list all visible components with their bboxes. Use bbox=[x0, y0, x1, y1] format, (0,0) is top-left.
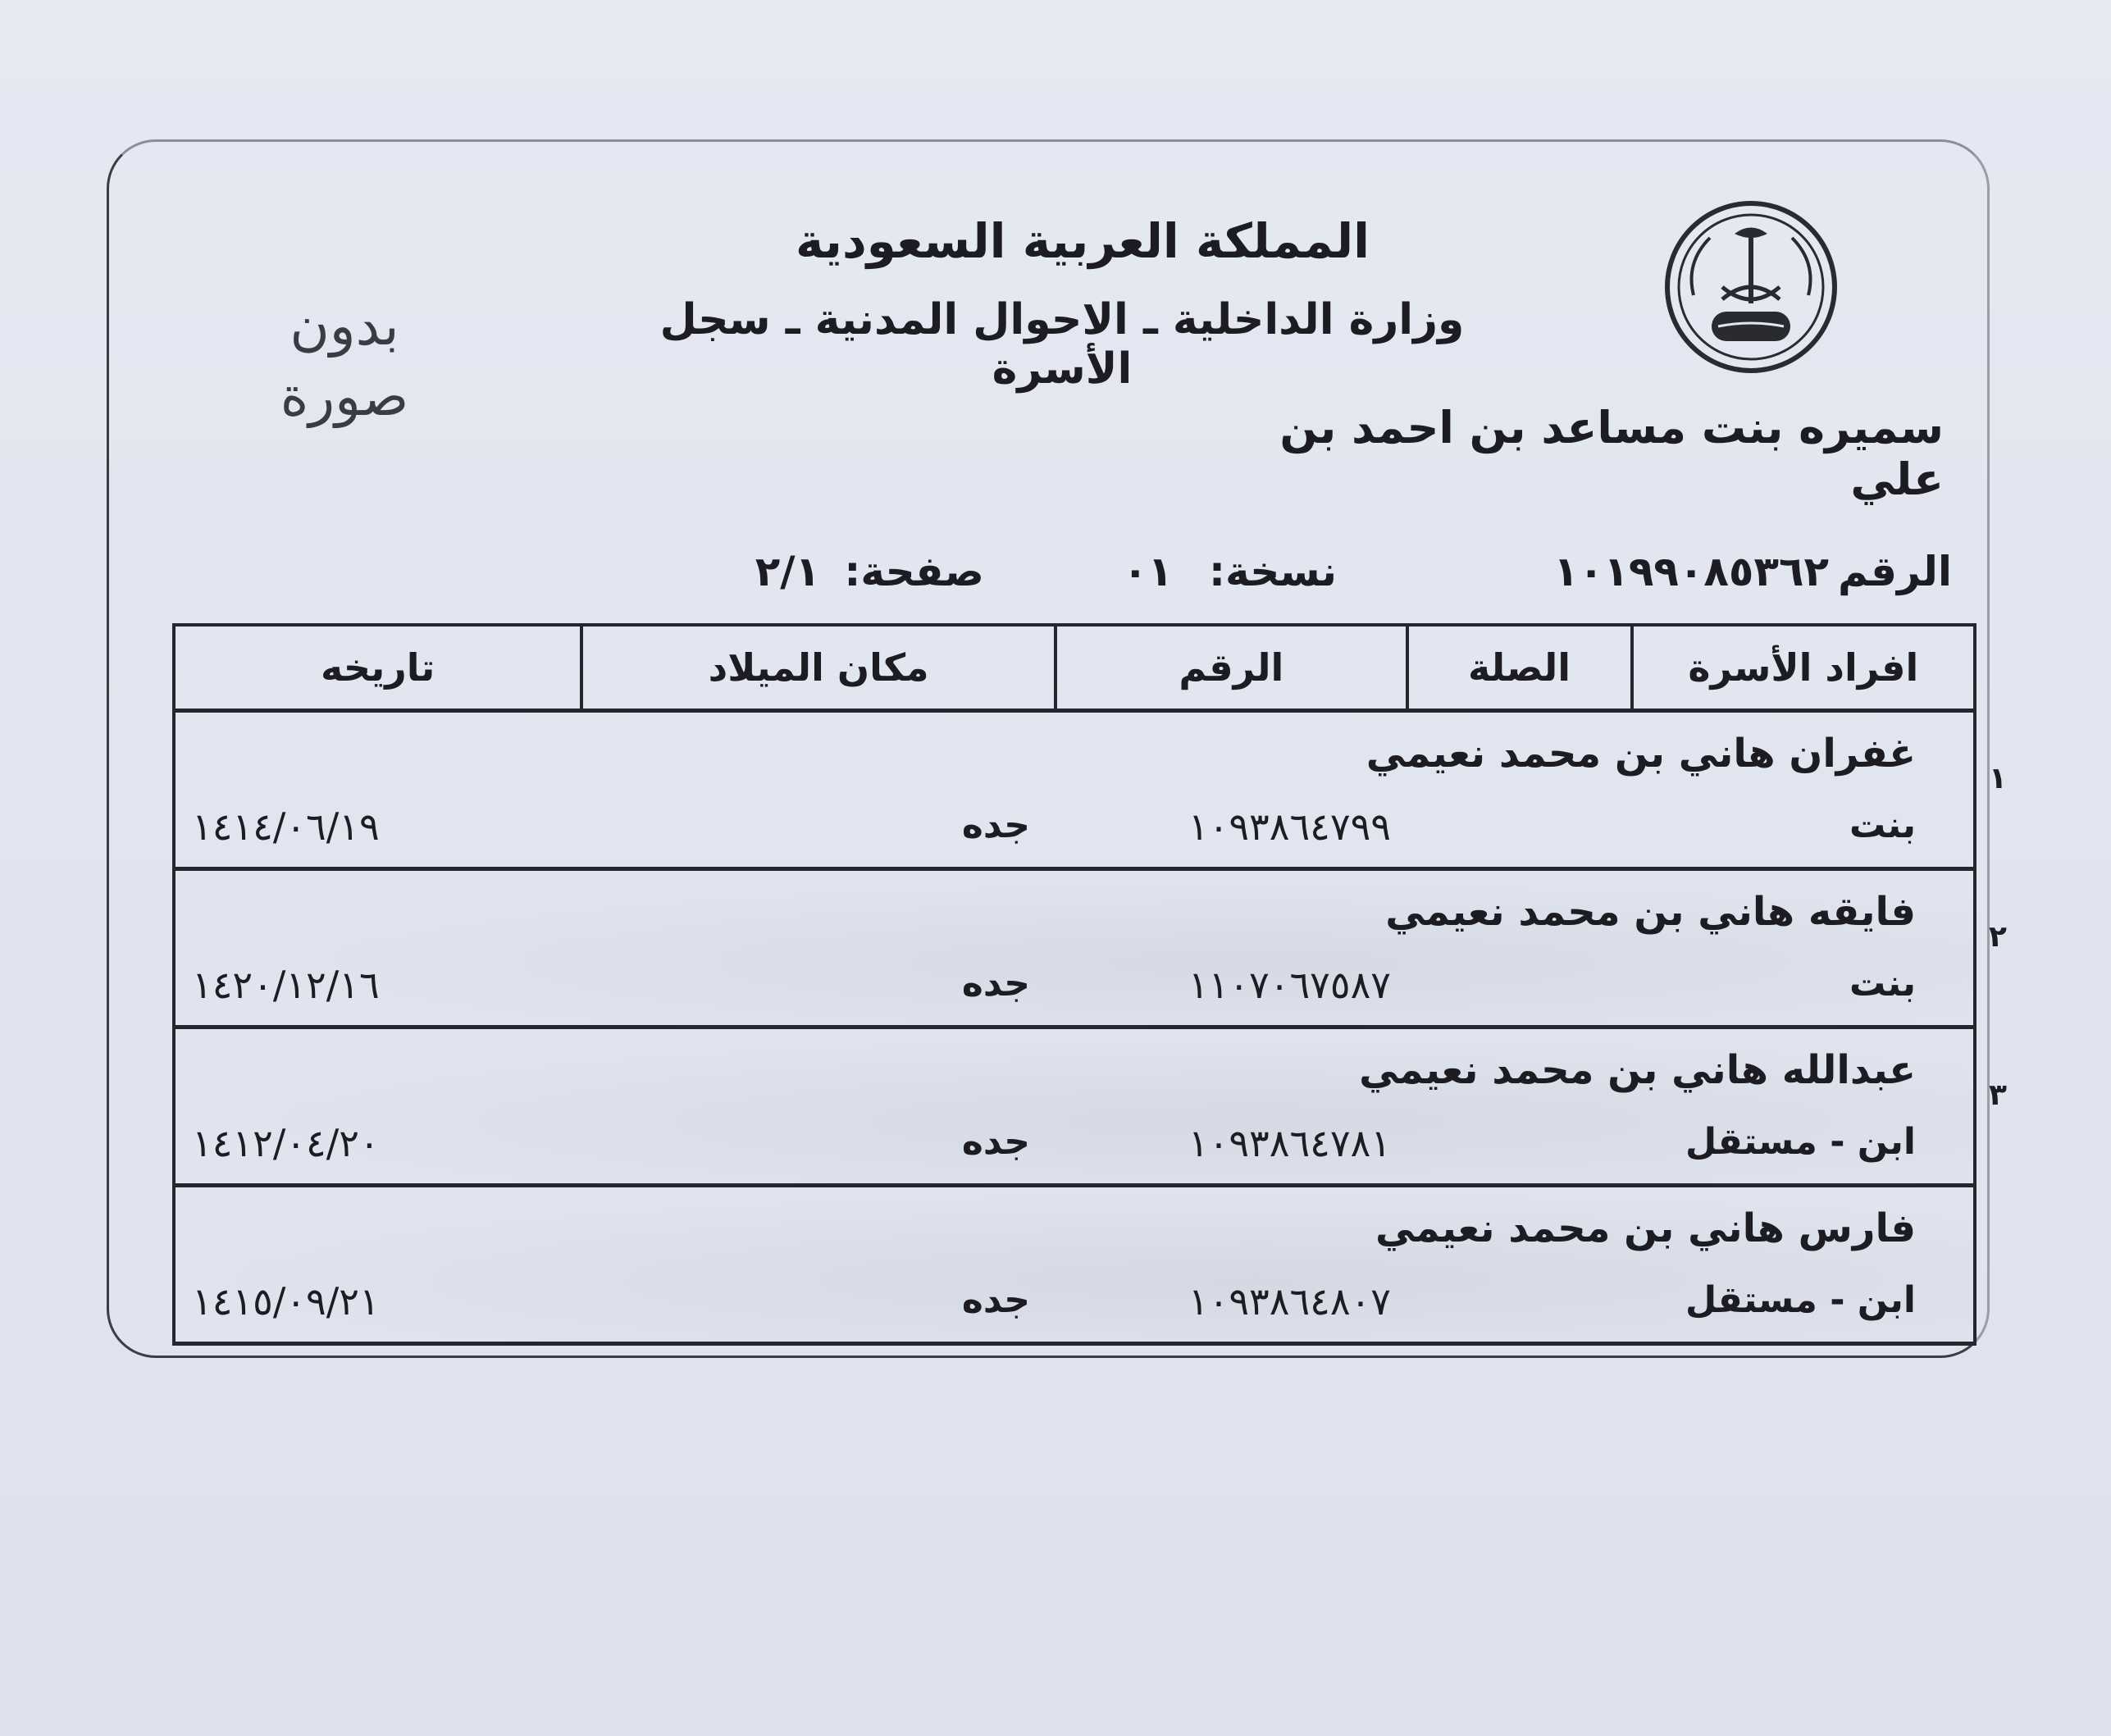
member-relation: ابن - مستقل bbox=[1685, 1279, 1916, 1321]
member-relation: بنت bbox=[1849, 804, 1916, 846]
member-name: فايقه هاني بن محمد نعيمي bbox=[1385, 889, 1916, 935]
copy-label: نسخة: bbox=[1208, 548, 1337, 595]
member-name: فارس هاني بن محمد نعيمي bbox=[1375, 1205, 1916, 1251]
table-row bbox=[172, 871, 2007, 1029]
member-birth-date: ١٤١٥/٠٩/٢١ bbox=[192, 1279, 380, 1324]
page-value: ٢/١ bbox=[755, 548, 820, 595]
member-id: ١٠٩٣٨٦٤٧٨١ bbox=[1188, 1121, 1391, 1165]
page-title: المملكة العربية السعودية bbox=[796, 213, 1370, 269]
member-birth-place: جده bbox=[961, 1121, 1030, 1163]
record-meta bbox=[623, 548, 1952, 613]
row-index: ٣ bbox=[1989, 1078, 2007, 1112]
header-members: افراد الأسرة bbox=[1630, 627, 1973, 709]
page-subtitle: وزارة الداخلية ـ الاحوال المدنية ـ سجل الأسرة bbox=[659, 295, 1465, 394]
no-photo-line1: بدون bbox=[290, 294, 399, 358]
header-id: الرقم bbox=[1054, 627, 1405, 709]
family-table bbox=[172, 623, 2007, 1346]
member-birth-date: ١٤١٤/٠٦/١٩ bbox=[192, 804, 380, 849]
member-birth-place: جده bbox=[961, 804, 1030, 846]
member-birth-place: جده bbox=[961, 1279, 1030, 1321]
member-name: عبدالله هاني بن محمد نعيمي bbox=[1359, 1047, 1916, 1093]
member-birth-place: جده bbox=[961, 963, 1030, 1005]
table-header bbox=[172, 623, 1976, 713]
no-photo-line2: صورة bbox=[280, 364, 409, 428]
member-birth-date: ١٤٢٠/١٢/١٦ bbox=[192, 963, 380, 1007]
member-name: غفران هاني بن محمد نعيمي bbox=[1366, 731, 1916, 777]
header-birth-place: مكان الميلاد bbox=[580, 627, 1054, 709]
member-id: ١١٠٧٠٦٧٥٨٧ bbox=[1188, 963, 1391, 1007]
row-index: ٢ bbox=[1989, 920, 2007, 954]
row-index: ١ bbox=[1989, 762, 2007, 795]
record-number-value: ١٠١٩٩٠٨٥٣٦٢ bbox=[1553, 548, 1829, 595]
member-birth-date: ١٤١٢/٠٤/٢٠ bbox=[192, 1121, 380, 1165]
copy-value: ٠١ bbox=[1122, 548, 1173, 595]
page-label: صفحة: bbox=[844, 548, 984, 595]
table-row bbox=[172, 713, 2007, 871]
member-id: ١٠٩٣٨٦٤٧٩٩ bbox=[1188, 804, 1391, 849]
owner-name: سميره بنت مساعد بن احمد بن علي bbox=[1279, 402, 1944, 505]
member-relation: ابن - مستقل bbox=[1685, 1121, 1916, 1163]
member-relation: بنت bbox=[1849, 963, 1916, 1005]
table-row bbox=[172, 1029, 2007, 1187]
header-birth-date: تاريخه bbox=[320, 645, 435, 690]
record-number-label: الرقم bbox=[1838, 548, 1952, 595]
saudi-emblem-icon bbox=[1661, 197, 1841, 377]
table-row bbox=[172, 1187, 1976, 1346]
header-relation: الصلة bbox=[1406, 627, 1630, 709]
member-id: ١٠٩٣٨٦٤٨٠٧ bbox=[1188, 1279, 1391, 1324]
no-photo-note bbox=[238, 291, 451, 432]
